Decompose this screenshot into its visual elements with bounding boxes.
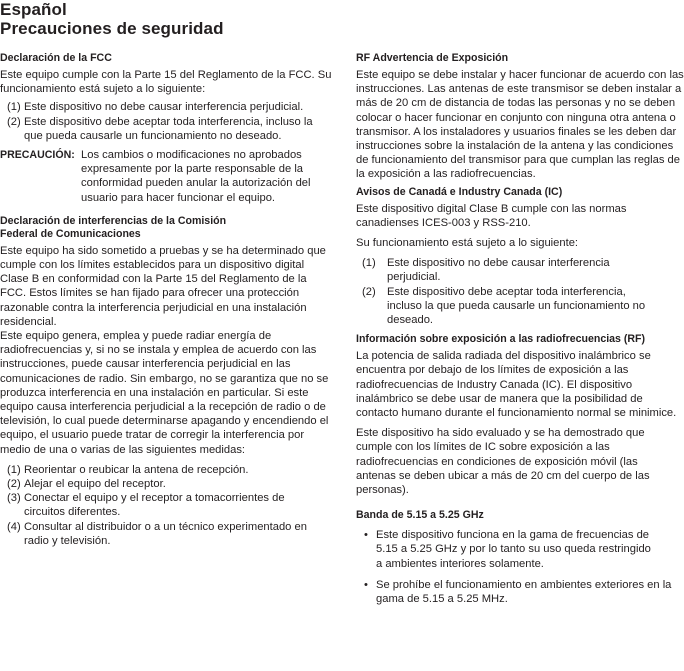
caution-label: PRECAUCIÓN: <box>0 149 75 162</box>
ic-item-text: Este dispositivo no debe causar interferencia perjudicial. <box>387 257 610 284</box>
measure-text: Conectar el equipo y el receptor a tomacorrientes de circuitos diferentes. <box>24 492 285 519</box>
measure-text: Reorientar o reubicar la antena de recepción. <box>24 463 249 476</box>
fcc-item-number: (2) <box>7 115 21 128</box>
measure-item <box>0 477 334 491</box>
ic-item <box>356 256 647 284</box>
band-bullet <box>356 578 676 606</box>
ic-heading: Avisos de Canadá e Industry Canada (IC) <box>356 185 563 198</box>
ic-item-number: (1) <box>362 257 376 270</box>
measure-item <box>0 463 334 477</box>
band-heading: Banda de 5.15 a 5.25 GHz <box>356 509 484 522</box>
measure-item <box>0 491 297 519</box>
fcc-heading: Declaración de la FCC <box>0 52 112 64</box>
measure-number: (4) <box>7 520 21 533</box>
caution-block <box>0 148 334 205</box>
fcc-item-text: Este dispositivo debe aceptar toda interferencia, incluso la que pueda causarle un funcionamiento no deseado. <box>24 115 313 142</box>
language-heading: Español <box>0 0 67 19</box>
page-title: Precauciones de seguridad <box>0 19 224 38</box>
measure-number: (1) <box>7 463 21 476</box>
measure-text: Consultar al distribuidor o a un técnico experimentado en radio y televisión. <box>24 520 307 547</box>
caution-text: Los cambios o modificaciones no aprobados expresamente por la parte responsable de la conformidad pueden anular la autorización del usuario para hacer funcionar el equipo. <box>81 149 311 204</box>
rf-exposure-heading: Información sobre exposición a las radiofrecuencias (RF) <box>356 333 646 346</box>
interference-paragraph: Este equipo genera, emplea y puede radiar energía de radiofrecuencias y, si no se instala y emplea de acuerdo con las instrucciones, puede causar interferencia perjudicial en las comunicaciones de radio. Sin embargo, no se garantiza que no se produzca interferencia en una instalación en particular. Si este equipo causa interferencia perjudicial a la recepción de radio o de televisión, lo cual puede determinarse apagando y encendiendo el equipo, el usuario puede tratar de corregir la interferencia por medio de una o varias de las siguientes medidas: <box>0 330 329 456</box>
ic-item-text: Este dispositivo debe aceptar toda interferencia, incluso la que pueda causarle un funcionamiento no deseado. <box>387 285 646 327</box>
rf-warning-heading: RF Advertencia de Exposición <box>356 52 509 64</box>
interference-heading: Declaración de interferencias de la Comisión Federal de Comunicaciones <box>0 214 227 240</box>
measure-number: (2) <box>7 478 21 491</box>
bullet-icon: • <box>364 578 368 591</box>
band-bullet-text: Se prohíbe el funcionamiento en ambientes exteriores en la gama de 5.15 a 5.25 MHz. <box>376 578 672 606</box>
fcc-intro: Este equipo cumple con la Parte 15 del Reglamento de la FCC. Su funcionamiento está sujeto a lo siguiente: <box>0 69 332 96</box>
fcc-item-text: Este dispositivo no debe causar interferencia perjudicial. <box>24 101 304 114</box>
ic-item-number: (2) <box>362 285 376 298</box>
rf-exposure-paragraph: Este dispositivo ha sido evaluado y se ha demostrado que cumple con los límites de IC sobre exposición a las radiofrecuencias en condiciones de exposición móvil (las antenas se deben ubicar a más de 20 cm del cuerpo de las personas). <box>356 427 650 497</box>
band-bullet <box>356 528 656 571</box>
rf-exposure-paragraph: La potencia de salida radiada del dispositivo inalámbrico se encuentra por debajo de los límites de exposición a las radiofrecuencias de Industry Canada (IC). El dispositivo inalámbrico se debe usar de manera que la posibilidad de contacto humano durante el funcionamiento normal se minimice. <box>356 350 677 420</box>
fcc-item <box>0 115 334 143</box>
measure-item <box>0 520 334 548</box>
right-column <box>356 52 684 613</box>
measure-text: Alejar el equipo del receptor. <box>24 478 166 491</box>
band-bullet-text: Este dispositivo funciona en la gama de frecuencias de 5.15 a 5.25 GHz y por lo tanto su uso queda restringido a ambientes interiores solamente. <box>376 529 651 570</box>
ic-text: Este dispositivo digital Clase B cumple con las normas canadienses ICES-003 y RSS-210. <box>356 202 627 229</box>
left-column <box>0 52 334 548</box>
ic-intro: Su funcionamiento está sujeto a lo siguiente: <box>356 237 579 250</box>
interference-paragraph: Este equipo ha sido sometido a pruebas y se ha determinado que cumple con los límites establecidos para un dispositivo digital Clase B en conformidad con la Parte 15 del Reglamento de la FCC. Estos límites se han fijado para ofrecer una protección razonable contra la interferencia perjudicial en una instalación residencial. <box>0 244 326 328</box>
fcc-item <box>0 100 334 114</box>
fcc-item-number: (1) <box>7 101 21 114</box>
bullet-icon: • <box>364 529 368 542</box>
rf-warning-text: Este equipo se debe instalar y hacer funcionar de acuerdo con las instrucciones. Las antenas de este transmisor se deben instalar a más de 20 cm de distancia de todas las personas y no se deben colocar o hacer funcionar en conjunto con ninguna otra antena o transmisor. A los instaladores y usuarios finales se les deben dar instrucciones sobre la instalación de la antena y las condiciones de funcionamiento del transmisor para que cumplan las reglas de la exposición a las radiofrecuencias. <box>356 69 684 181</box>
ic-item <box>356 285 662 328</box>
measure-number: (3) <box>7 492 21 505</box>
